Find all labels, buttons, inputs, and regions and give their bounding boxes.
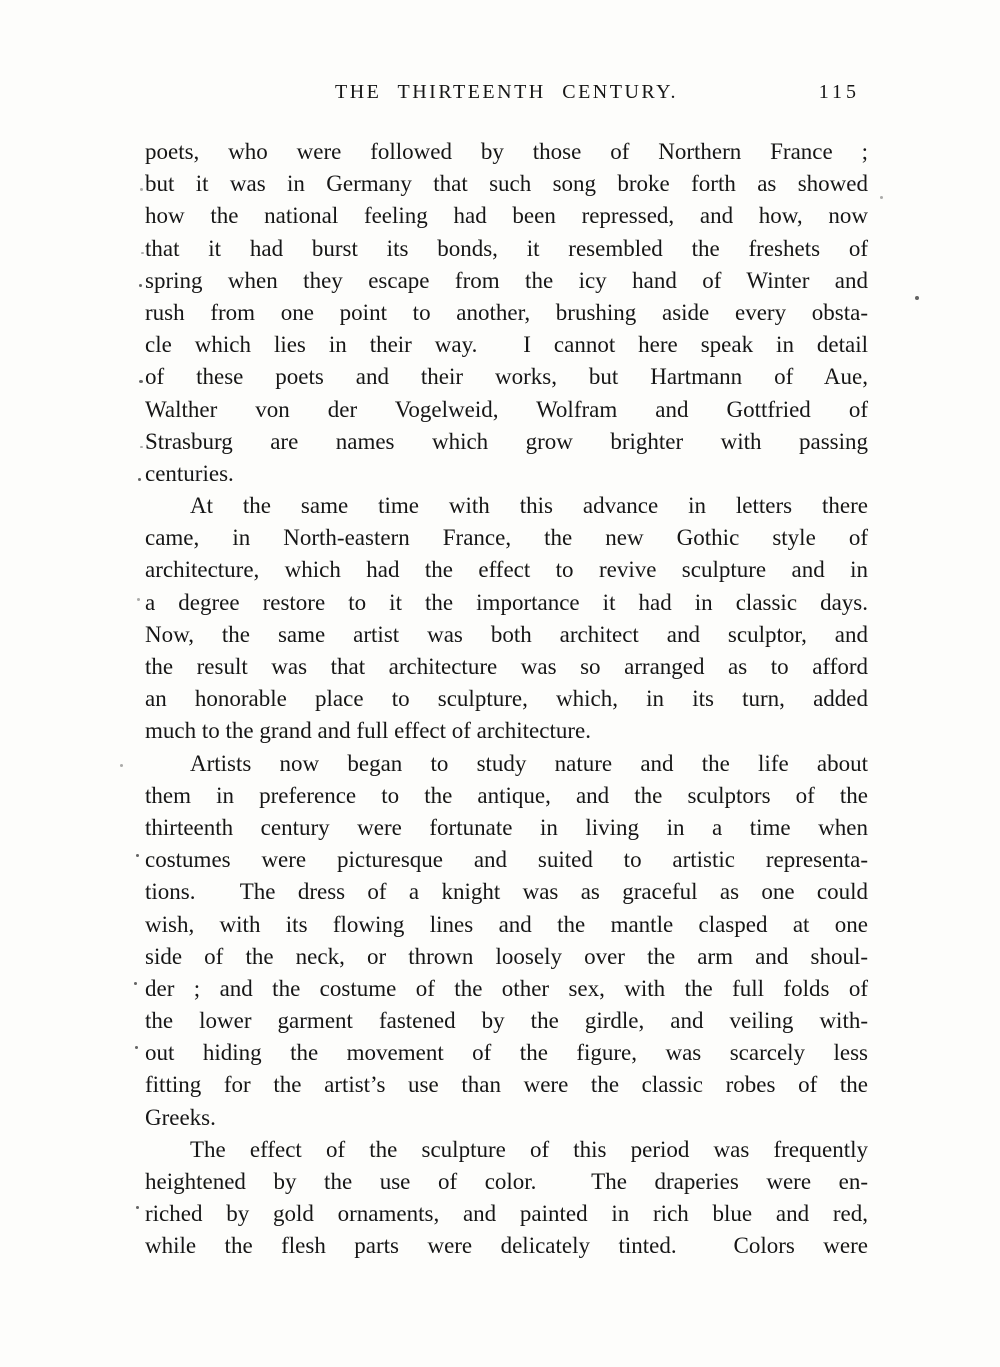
text-line: The effect of the sculpture of this period was frequently — [190, 1136, 868, 1162]
scan-speck — [136, 854, 139, 857]
scan-speck — [915, 296, 919, 300]
text-line: poets, who were followed by those of Northern France ; — [145, 139, 868, 164]
paragraph — [145, 136, 868, 490]
text-line: tions. The dress of a knight was as graceful as one could — [145, 879, 868, 905]
scan-speck — [140, 446, 143, 448]
text-line: of these poets and their works, but Hartmann of Aue, — [145, 364, 868, 390]
scan-speck — [138, 478, 141, 481]
text-line: der ; and the costume of the other sex, with the full folds of — [145, 975, 868, 1001]
text-line: thirteenth century were fortunate in living in a time when — [145, 814, 868, 840]
paragraph — [145, 1134, 868, 1263]
scan-speck — [139, 284, 142, 287]
paragraph — [145, 748, 868, 1134]
text-line: centuries. — [145, 460, 234, 486]
paragraph — [145, 490, 868, 748]
text-line: wish, with its flowing lines and the mantle clasped at one — [145, 911, 868, 937]
scan-speck — [880, 196, 883, 199]
scan-speck — [139, 380, 143, 383]
text-line: much to the grand and full effect of architecture. — [145, 718, 591, 744]
text-line: Strasburg are names which grow brighter with passing — [145, 428, 868, 454]
scan-speck — [135, 1046, 138, 1049]
text-line: out hiding the movement of the figure, was scarcely less — [145, 1040, 868, 1066]
text-line: that it had burst its bonds, it resembled the freshets of — [145, 235, 868, 261]
text-line: rush from one point to another, brushing aside every obsta- — [145, 299, 868, 325]
scan-speck — [136, 1206, 139, 1209]
text-line: Artists now began to study nature and the life about — [190, 750, 868, 776]
chapter-title: THE THIRTEENTH CENTURY. — [335, 81, 678, 103]
text-line: an honorable place to sculpture, which, in its turn, added — [145, 686, 868, 712]
text-line: came, in North-eastern France, the new Gothic style of — [145, 525, 868, 551]
text-line: how the national feeling had been repressed, and how, now — [145, 203, 868, 229]
page-body — [145, 136, 868, 1263]
text-line: the lower garment fastened by the girdle, and veiling with- — [145, 1008, 868, 1034]
scan-speck — [137, 598, 140, 601]
scan-speck — [141, 252, 144, 254]
scan-speck — [140, 188, 143, 191]
scan-speck — [120, 764, 123, 767]
text-line: fitting for the artist’s use than were the classic robes of the — [145, 1072, 868, 1098]
text-line: a degree restore to it the importance it had in classic days. — [145, 589, 868, 615]
text-line: them in preference to the antique, and the sculptors of the — [145, 782, 868, 808]
text-line: spring when they escape from the icy hand of Winter and — [145, 267, 868, 293]
page-number: 115 — [818, 81, 860, 103]
text-line: Greeks. — [145, 1104, 216, 1130]
text-line: At the same time with this advance in letters there — [190, 493, 868, 519]
text-line: but it was in Germany that such song broke forth as showed — [145, 171, 868, 197]
text-line: costumes were picturesque and suited to artistic representa- — [145, 847, 868, 873]
text-line: side of the neck, or thrown loosely over the arm and shoul- — [145, 943, 868, 969]
text-line: Now, the same artist was both architect and sculptor, and — [145, 621, 868, 647]
text-line: architecture, which had the effect to revive sculpture and in — [145, 557, 868, 583]
text-line: riched by gold ornaments, and painted in rich blue and red, — [145, 1201, 868, 1227]
text-line: heightened by the use of color. The draperies were en- — [145, 1169, 868, 1194]
text-line: cle which lies in their way. I cannot here speak in detail — [145, 332, 868, 358]
running-header — [145, 81, 868, 107]
scan-speck — [134, 982, 137, 985]
text-line: Walther von der Vogelweid, Wolfram and Gottfried of — [145, 396, 868, 422]
text-line: the result was that architecture was so arranged as to afford — [145, 654, 868, 679]
text-line: while the flesh parts were delicately tinted. Colors were — [145, 1233, 868, 1259]
